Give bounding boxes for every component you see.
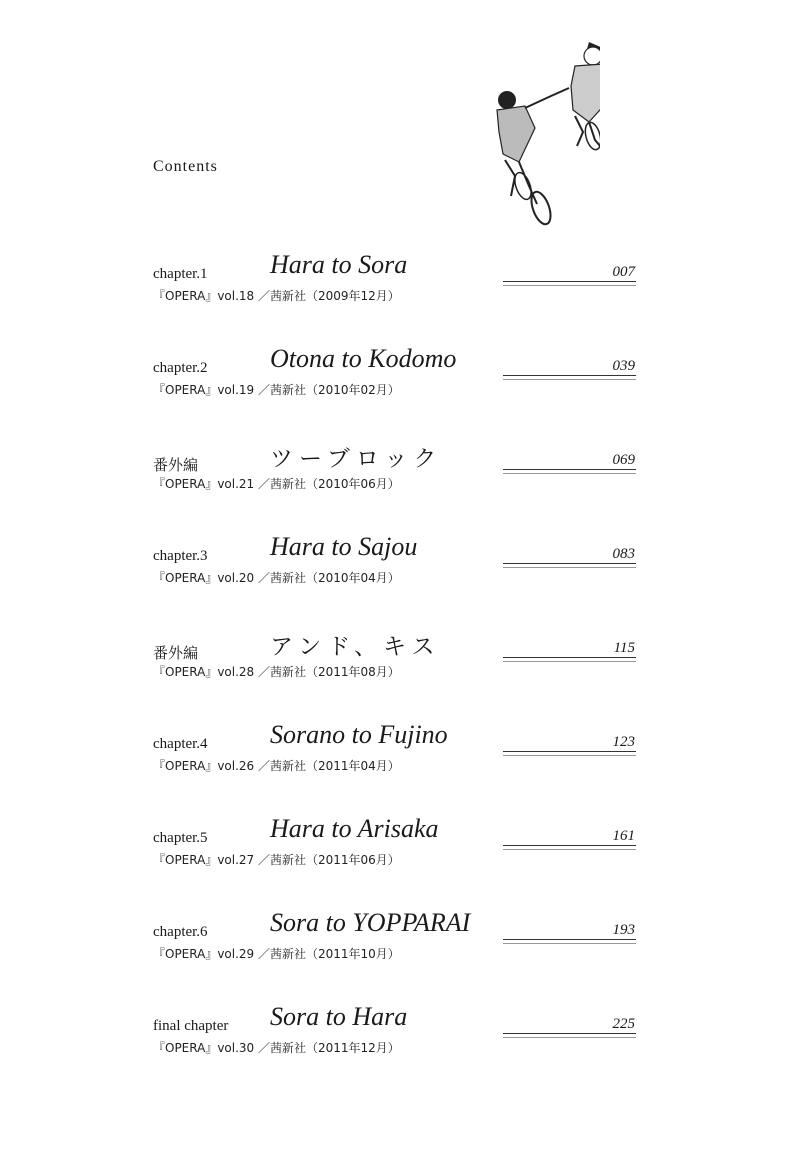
source-note: 『OPERA』vol.26 ／茜新社（2011年04月） — [153, 759, 400, 773]
chapter-title: Hara to Arisaka — [270, 814, 439, 843]
chapter-title: Hara to Sora — [270, 250, 408, 279]
source-note: 『OPERA』vol.28 ／茜新社（2011年08月） — [153, 665, 400, 679]
chapter-label: chapter.2 — [153, 360, 208, 376]
chapter-title: Otona to Kodomo — [270, 344, 457, 373]
chapter-title: ツーブロック — [270, 446, 443, 472]
page-number: 007 — [612, 264, 635, 280]
chapter-label: chapter.4 — [153, 736, 208, 752]
source-note: 『OPERA』vol.21 ／茜新社（2010年06月） — [153, 477, 400, 491]
leader-line — [503, 375, 636, 376]
chapter-title: Sora to Hara — [270, 1002, 408, 1031]
toc-entry-6[interactable] — [0, 720, 800, 786]
chapter-title: Sora to YOPPARAI — [270, 908, 471, 937]
chapter-label: chapter.6 — [153, 924, 208, 940]
leader-line — [503, 943, 636, 944]
leader-line — [503, 379, 636, 380]
toc-entry-5[interactable] — [0, 632, 800, 692]
chapter-label: chapter.3 — [153, 548, 208, 564]
leader-line — [503, 751, 636, 752]
page-number: 193 — [612, 922, 635, 938]
leader-line — [503, 1037, 636, 1038]
source-note: 『OPERA』vol.19 ／茜新社（2010年02月） — [153, 383, 400, 397]
leader-line — [503, 469, 636, 470]
chapter-label: 番外編 — [153, 646, 199, 662]
toc-entry-1[interactable] — [0, 250, 800, 316]
page-number: 039 — [612, 358, 635, 374]
leader-line — [503, 473, 636, 474]
toc-entry-7[interactable] — [0, 814, 800, 880]
leader-line — [503, 1033, 636, 1034]
chapter-title: アンド、キス — [270, 634, 441, 660]
leader-line — [503, 285, 636, 286]
leader-line — [503, 755, 636, 756]
leader-line — [503, 849, 636, 850]
source-note: 『OPERA』vol.30 ／茜新社（2011年12月） — [153, 1041, 400, 1055]
page-number: 083 — [612, 546, 635, 562]
source-note: 『OPERA』vol.27 ／茜新社（2011年06月） — [153, 853, 400, 867]
page-number: 161 — [612, 828, 635, 844]
leader-line — [503, 939, 636, 940]
toc-entry-9[interactable] — [0, 1002, 800, 1068]
toc-entry-8[interactable] — [0, 908, 800, 974]
source-note: 『OPERA』vol.20 ／茜新社（2010年04月） — [153, 571, 400, 585]
source-note: 『OPERA』vol.29 ／茜新社（2011年10月） — [153, 947, 400, 961]
page-number: 069 — [612, 452, 635, 468]
cyclists-illustration — [485, 36, 600, 226]
toc-entry-4[interactable] — [0, 532, 800, 598]
source-note: 『OPERA』vol.18 ／茜新社（2009年12月） — [153, 289, 400, 303]
chapter-label: 番外編 — [153, 458, 199, 474]
leader-line — [503, 661, 636, 662]
chapter-label: chapter.1 — [153, 266, 208, 282]
leader-line — [503, 281, 636, 282]
chapter-title: Hara to Sajou — [270, 532, 418, 561]
page-number: 115 — [613, 640, 635, 656]
contents-heading: Contents — [153, 158, 218, 175]
page-number: 225 — [612, 1016, 635, 1032]
page-number: 123 — [612, 734, 635, 750]
toc-entry-2[interactable] — [0, 344, 800, 410]
chapter-label: chapter.5 — [153, 830, 208, 846]
leader-line — [503, 567, 636, 568]
leader-line — [503, 657, 636, 658]
leader-line — [503, 563, 636, 564]
leader-line — [503, 845, 636, 846]
chapter-label: final chapter — [153, 1018, 229, 1034]
toc-entry-3[interactable] — [0, 444, 800, 504]
chapter-title: Sorano to Fujino — [270, 720, 448, 749]
